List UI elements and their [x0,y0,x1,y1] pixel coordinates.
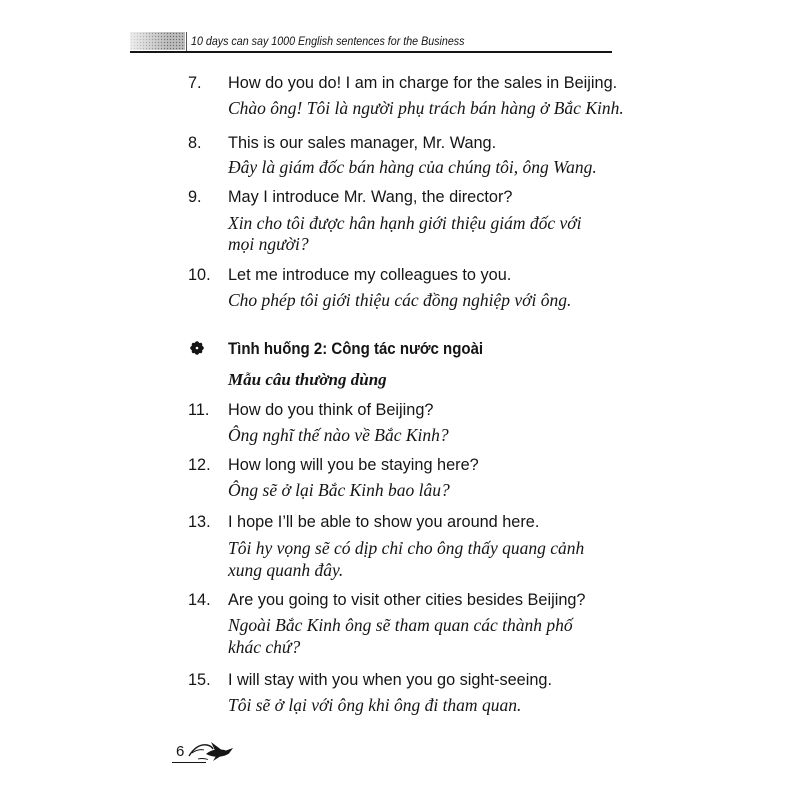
sentence-vietnamese: Chào ông! Tôi là người phụ trách bán hàng ở Bắc Kinh. [228,98,624,118]
sentence-english: Let me introduce my colleagues to you. [228,266,512,284]
sentence-number: 8. [188,134,202,152]
header-separator [186,32,187,51]
sentence-english: How do you do! I am in charge for the sales in Beijing. [228,74,618,92]
running-header-title: 10 days can say 1000 English sentences for the Business [191,36,465,48]
halftone-pattern-icon [130,32,185,50]
sentence-number: 15. [188,671,211,689]
sentence-vietnamese: Ông nghĩ thế nào về Bắc Kinh? [228,425,449,445]
footer-rule [172,762,206,763]
sentence-english: Are you going to visit other cities besides Beijing? [228,591,586,609]
bird-ornament-icon [186,737,236,763]
sentence-vietnamese: Đây là giám đốc bán hàng của chúng tôi, ông Wang. [228,157,597,177]
sentence-english: I will stay with you when you go sight-seeing. [228,671,552,689]
header-rule [130,51,612,53]
sentence-english: This is our sales manager, Mr. Wang. [228,134,497,152]
sentence-vietnamese: Tôi sẽ ở lại với ông khi ông đi tham quan. [228,695,522,715]
sentence-vietnamese-continued: xung quanh đây. [228,560,344,580]
section-subheading: Mẫu câu thường dùng [228,370,387,389]
page-number: 6 [176,743,185,760]
sentence-vietnamese: Cho phép tôi giới thiệu các đồng nghiệp với ông. [228,290,572,310]
section-heading: Tình huống 2: Công tác nước ngoài [228,340,484,358]
sentence-english: May I introduce Mr. Wang, the director? [228,188,513,206]
sentence-vietnamese: Ông sẽ ở lại Bắc Kinh bao lâu? [228,480,450,500]
sentence-vietnamese: Ngoài Bắc Kinh ông sẽ tham quan các thành phố [228,615,573,635]
sentence-vietnamese: Tôi hy vọng sẽ có dịp chỉ cho ông thấy quang cảnh [228,538,585,558]
sentence-number: 7. [188,74,202,92]
sentence-english: How do you think of Beijing? [228,401,434,419]
sentence-number: 9. [188,188,202,206]
sentence-number: 10. [188,266,211,284]
sentence-number: 14. [188,591,211,609]
sentence-number: 12. [188,456,211,474]
sentence-english: How long will you be staying here? [228,456,479,474]
sentence-number: 11. [188,401,210,419]
sentence-vietnamese-continued: mọi người? [228,234,309,254]
sentence-vietnamese-continued: khác chứ? [228,637,301,657]
flower-bullet-icon [190,341,204,355]
sentence-english: I hope I’ll be able to show you around here. [228,513,540,531]
sentence-vietnamese: Xin cho tôi được hân hạnh giới thiệu giám đốc với [228,213,582,233]
sentence-number: 13. [188,513,211,531]
